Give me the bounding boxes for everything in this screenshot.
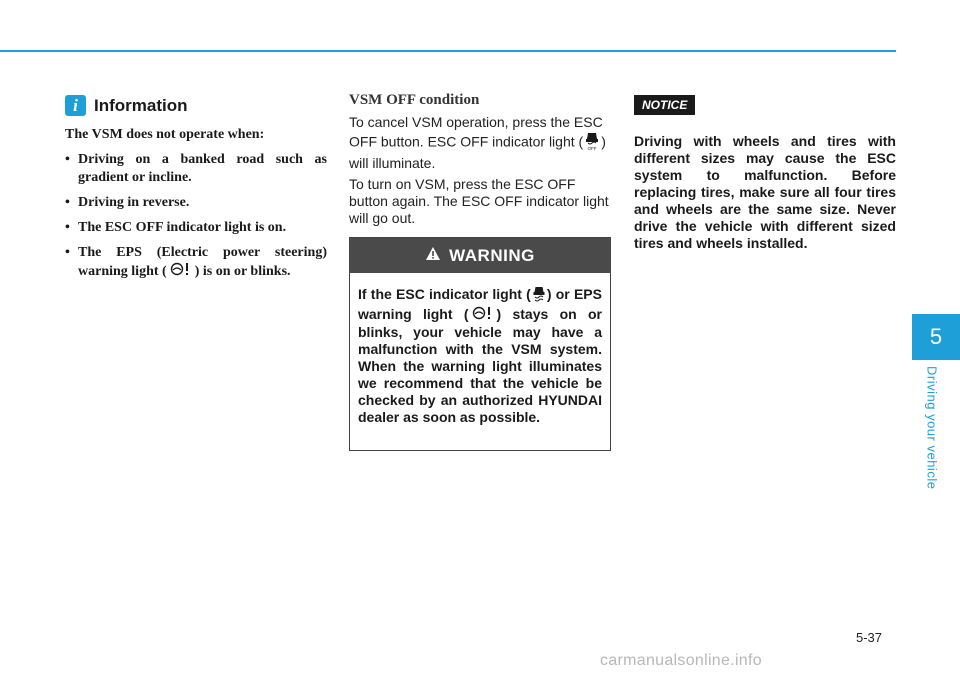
warning-box — [349, 237, 611, 451]
warning-title: WARNING — [449, 245, 535, 265]
info-icon: i — [65, 95, 86, 116]
vsm-off-paragraph-2: To turn on VSM, press the ESC OFF button again. The ESC OFF indicator light will go out. — [349, 176, 609, 226]
watermark: carmanualsonline.info — [600, 652, 762, 669]
chapter-label: Driving your vehicle — [924, 366, 940, 490]
notice-section — [634, 95, 896, 252]
esc-off-icon — [585, 131, 599, 155]
list-item: • Driving in reverse. — [65, 194, 327, 212]
eps-item-text-before: The EPS (Electric power steering) warning light ( — [78, 245, 327, 280]
warning-header — [350, 238, 610, 273]
list-item: • The ESC OFF indicator light is on. — [65, 219, 327, 237]
information-intro: The VSM does not operate when: — [65, 127, 265, 142]
vsm-off-section — [349, 92, 611, 231]
notice-text: Driving with wheels and tires with different sizes may cause the ESC system to malfunction. Before replacing tires, make sure all four tires and wheels are the same size. Never drive the vehicle with different sized tires and wheels installed. — [634, 133, 896, 251]
eps-warning-icon — [170, 262, 192, 282]
information-title: Information — [94, 95, 188, 115]
esc-off-icon-label: OFF — [587, 146, 597, 151]
information-section — [65, 95, 327, 289]
vsm-off-title: VSM OFF condition — [349, 92, 480, 108]
esc-indicator-icon — [533, 285, 545, 306]
notice-badge: NOTICE — [634, 95, 695, 115]
warning-triangle-icon — [425, 246, 441, 266]
information-list — [65, 151, 327, 282]
list-item: • Driving on a banked road such as gradient or incline. — [65, 151, 327, 187]
information-header — [65, 95, 327, 116]
eps-warning-icon — [472, 306, 494, 324]
top-rule — [0, 50, 896, 52]
eps-item-text-after: ) is on or blinks. — [194, 264, 291, 280]
chapter-tab: 5 — [912, 314, 960, 360]
list-item — [65, 244, 327, 282]
page-number: 5-37 — [856, 630, 883, 645]
warning-text: If the ESC indicator light ( ) or EPS warning light ( ) stays on or blinks, your vehicle may have a malfunction with the VSM system. When the warning light illuminates we recommend that the vehicle be checked by an authorized HYUNDAI dealer as soon as possible. — [358, 286, 602, 426]
vsm-off-paragraph-1: To cancel VSM operation, press the ESC OFF button. ESC OFF indicator light ( OFF ) will illuminate. — [349, 114, 606, 171]
